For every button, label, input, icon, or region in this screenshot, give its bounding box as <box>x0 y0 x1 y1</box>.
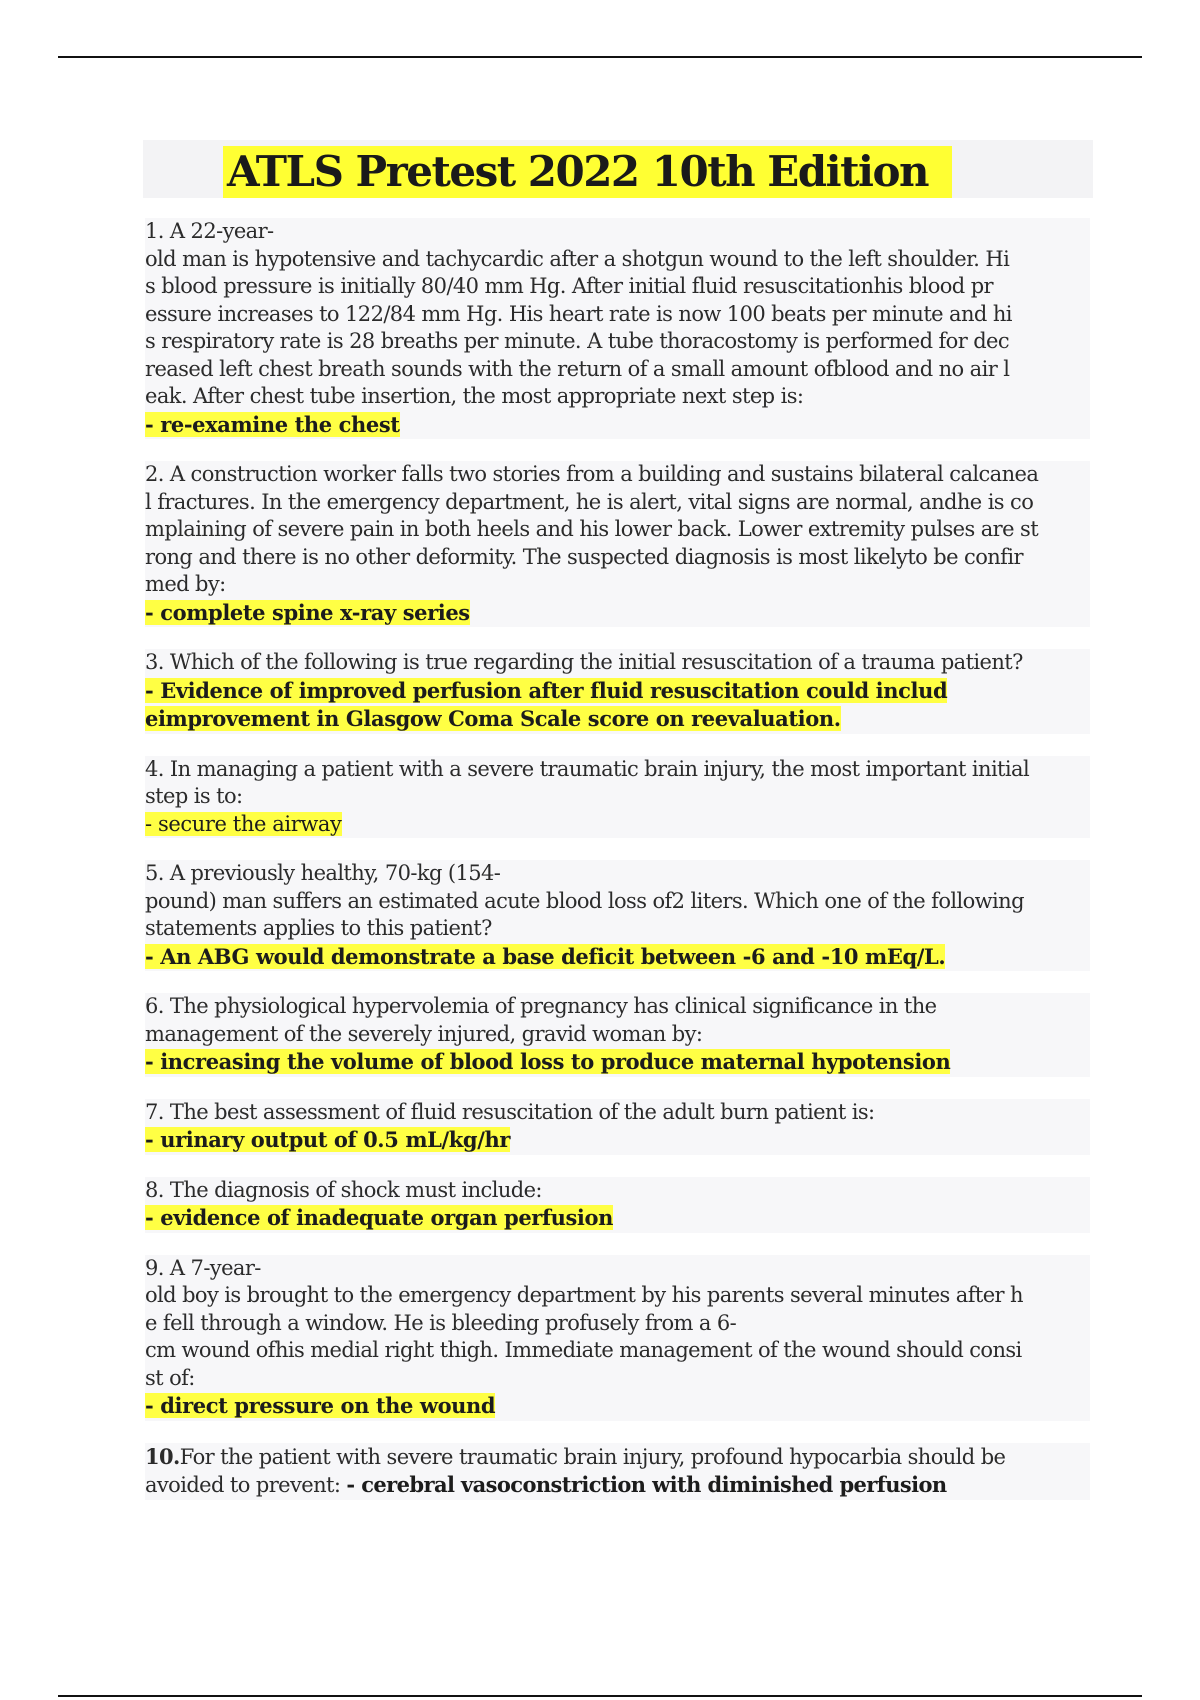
question-5 <box>145 860 1090 971</box>
question-2 <box>145 461 1090 627</box>
question-text-line: 7. The best assessment of fluid resuscitation of the adult burn patient is: <box>145 1099 875 1124</box>
question-text-line: mplaining of severe pain in both heels and his lower back. Lower extremity pulses are st <box>145 517 1039 541</box>
answer-line <box>145 705 1090 734</box>
answer-line <box>145 811 1090 839</box>
answer-line <box>145 411 1090 440</box>
question-text-line: statements applies to this patient? <box>145 916 492 940</box>
question-text-line: l fractures. In the emergency department, he is alert, vital signs are normal, andhe is co <box>145 489 1034 514</box>
question-text-line: eak. After chest tube insertion, the most appropriate next step is: <box>145 384 804 408</box>
answer-text: - evidence of inadequate organ perfusion <box>145 1205 613 1230</box>
question-text-line: med by: <box>145 572 226 596</box>
answer-text: - urinary output of 0.5 mL/kg/hr <box>145 1127 511 1152</box>
question-text-line: 6. The physiological hypervolemia of pregnancy has clinical significance in the <box>145 994 937 1018</box>
document-body <box>145 140 1090 1522</box>
question-1 <box>145 218 1090 439</box>
title-band <box>143 140 1093 198</box>
question-text-line: cm wound ofhis medial right thigh. Immediate management of the wound should consi <box>145 1338 1022 1362</box>
top-rule <box>58 56 1142 58</box>
question-10 <box>145 1443 1090 1500</box>
question-text: avoided to prevent: <box>145 1473 347 1497</box>
question-list <box>145 218 1090 1421</box>
question-text-line: old man is hypotensive and tachycardic after a shotgun wound to the left shoulder. Hi <box>145 246 1010 271</box>
answer-text: - Evidence of improved perfusion after fluid resuscitation could includ <box>145 677 948 703</box>
question-number: 10. <box>145 1443 180 1469</box>
question-6 <box>145 993 1090 1077</box>
question-text-line: 8. The diagnosis of shock must include: <box>145 1177 542 1202</box>
answer-text: - cerebral vasoconstriction with diminished perfusion <box>346 1472 947 1497</box>
answer-line <box>145 1204 1090 1233</box>
answer-text: - increasing the volume of blood loss to produce maternal hypotension <box>145 1049 951 1074</box>
answer-text: - secure the airway <box>145 811 342 836</box>
question-8 <box>145 1177 1090 1233</box>
answer-text: - direct pressure on the wound <box>145 1393 496 1418</box>
question-text-line: rong and there is no other deformity. The suspected diagnosis is most likelyto be confir <box>145 544 1023 569</box>
question-text: For the patient with severe traumatic brain injury, profound hypocarbia should be <box>179 1444 1006 1469</box>
question-3 <box>145 649 1090 734</box>
question-7 <box>145 1099 1090 1155</box>
question-text-line: st of: <box>145 1365 195 1390</box>
question-text-line: 5. A previously healthy, 70-kg (154- <box>145 861 501 885</box>
question-text-line: e fell through a window. He is bleeding profusely from a 6- <box>145 1310 737 1335</box>
question-text-line: 2. A construction worker falls two stories from a building and sustains bilateral calcanea <box>145 462 1039 486</box>
question-text-line: s blood pressure is initially 80/40 mm Hg. After initial fluid resuscitationhis blood pr <box>145 274 993 298</box>
answer-text: - complete spine x-ray series <box>145 599 470 625</box>
question-text-line: reased left chest breath sounds with the return of a small amount ofblood and no air l <box>145 356 1010 381</box>
question-9 <box>145 1255 1090 1421</box>
question-text-line: management of the severely injured, gravid woman by: <box>145 1021 703 1046</box>
bottom-rule <box>58 1695 1142 1697</box>
question-text-line: 4. In managing a patient with a severe traumatic brain injury, the most important initial <box>145 756 1030 781</box>
answer-line <box>145 1392 1090 1421</box>
question-4 <box>145 756 1090 839</box>
question-text-line: 1. A 22-year- <box>145 219 274 243</box>
answer-line <box>145 1048 1090 1077</box>
question-text-line <box>145 1471 1090 1500</box>
question-text-line: pound) man suffers an estimated acute blood loss of2 liters. Which one of the following <box>145 888 1024 913</box>
answer-line <box>145 677 1090 706</box>
question-text-line: s respiratory rate is 28 breaths per minute. A tube thoracostomy is performed for dec <box>145 329 1010 353</box>
question-text-line: 9. A 7-year- <box>145 1255 261 1280</box>
answer-text: - An ABG would demonstrate a base deficit between -6 and -10 mEq/L. <box>145 943 946 969</box>
answer-text: eimprovement in Glasgow Coma Scale score on reevaluation. <box>145 706 841 731</box>
page-title: ATLS Pretest 2022 10th Edition <box>223 146 952 198</box>
answer-line <box>145 599 1090 628</box>
answer-line <box>145 1126 1090 1155</box>
question-text-line: essure increases to 122/84 mm Hg. His heart rate is now 100 beats per minute and hi <box>145 301 1012 326</box>
question-text-line <box>145 1443 1090 1472</box>
answer-text: - re-examine the chest <box>145 411 400 437</box>
question-text-line: step is to: <box>145 784 243 808</box>
question-text-line: old boy is brought to the emergency department by his parents several minutes after h <box>145 1283 1023 1307</box>
question-text-line: 3. Which of the following is true regarding the initial resuscitation of a trauma patient? <box>145 650 1023 674</box>
answer-line <box>145 943 1090 972</box>
